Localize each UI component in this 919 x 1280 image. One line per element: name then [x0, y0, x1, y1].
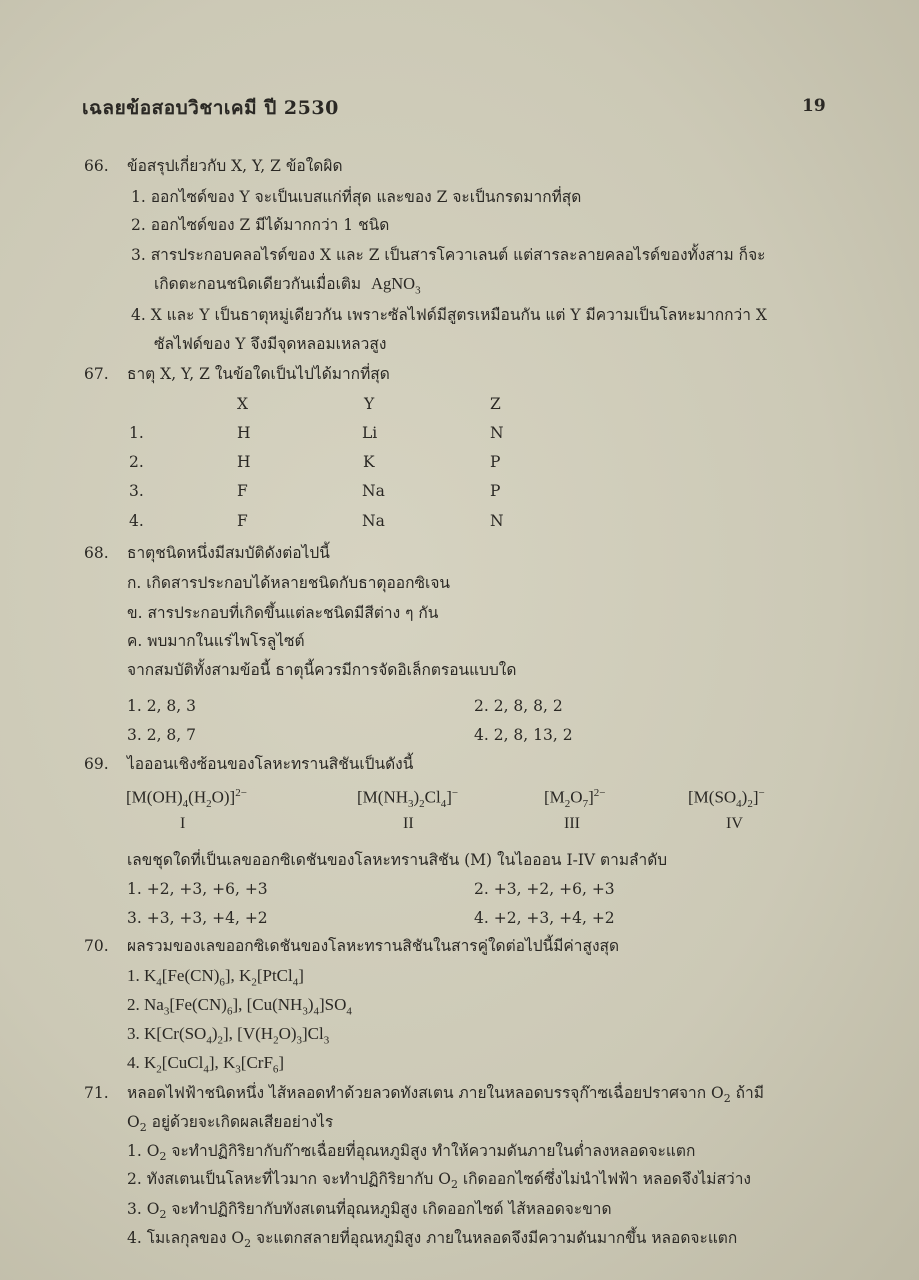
ion-label-1: I [180, 815, 186, 832]
q70-choice-3-number: 3. [127, 1024, 140, 1043]
table-cell-z: N [490, 512, 504, 530]
q71-choice-2-pre: ทังสเตนเป็นโลหะที่ไวมาก จะทำปฏิกิริยากับ [146, 1170, 439, 1188]
table-cell-z: P [490, 482, 501, 500]
table-row-no: 3. [129, 482, 144, 500]
q71-choice-3-number: 3. [127, 1200, 142, 1218]
q71-choice-3 [127, 1199, 612, 1225]
question-number-66: 66. [84, 157, 109, 175]
q66-choice-3-cont [154, 274, 421, 300]
q71-choice-4-number: 4. [127, 1229, 142, 1247]
q70-choice-2: 2. $Na_3[Fe(CN)_6]$, $[Cu(NH_3)_4]SO_4$ [127, 995, 352, 1018]
question-number-67: 67. [84, 365, 109, 383]
q68-prop-3: ค. พบมากในแร่ไพโรลูไซต์ [127, 632, 305, 650]
question-70-stem: ผลรวมของเลขออกซิเดชันของโลหะทรานสิชันในสารคู่ใดต่อไปนี้มีค่าสูงสุด [127, 937, 620, 955]
q68-choice-3: 3. 2, 8, 7 [127, 726, 197, 744]
table-header-x: X [237, 395, 249, 413]
table-row-no: 4. [129, 512, 144, 530]
q68-prop-2: ข. สารประกอบที่เกิดขึ้นแต่ละชนิดมีสีต่าง ๆ กัน [127, 604, 439, 622]
q71-choice-2 [127, 1169, 751, 1195]
table-row-no: 2. [129, 453, 144, 471]
q68-choice-2: 2. 2, 8, 8, 2 [474, 697, 563, 715]
table-cell-x: H [237, 424, 251, 442]
question-69-stem: ไอออนเชิงซ้อนของโลหะทรานสิชันเป็นดังนี้ [127, 755, 414, 773]
q68-question: จากสมบัติทั้งสามข้อนี้ ธาตุนี้ควรมีการจัดอิเล็กตรอนแบบใด [127, 661, 517, 679]
q66-choice-3-cont-text: เกิดตะกอนชนิดเดียวกันเมื่อเติม [154, 275, 362, 293]
q68-prop-1: ก. เกิดสารประกอบได้หลายชนิดกับธาตุออกซิเจน [127, 574, 450, 592]
q66-choice-1: 1. ออกไซด์ของ Y จะเป็นเบสแก่ที่สุด และของ Z จะเป็นกรดมากที่สุด [131, 188, 582, 206]
q70-choice-1: 1. $K_4[Fe(CN)_6]$, $K_2[PtCl_4]$ [127, 966, 304, 989]
q71-choice-4-pre: โมเลกุลของ [146, 1229, 232, 1247]
q68-choice-4: 4. 2, 8, 13, 2 [474, 726, 573, 744]
o2-subscript: 2 [159, 1208, 167, 1222]
q71-choice-4 [127, 1228, 737, 1254]
q70-choice-1-number: 1. [127, 966, 140, 985]
q66-choice-2: 2. ออกไซด์ของ Z มีได้มากกว่า 1 ชนิด [131, 216, 390, 234]
o2-subscript: 2 [139, 1121, 147, 1135]
question-71-stem-cont [127, 1112, 333, 1138]
page-number: 19 [802, 96, 826, 116]
table-cell-z: N [490, 424, 504, 442]
q71-choice-1 [127, 1141, 695, 1167]
table-cell-y: Na [362, 512, 385, 530]
ion-label-4: IV [726, 815, 743, 832]
ion-formula-2: $[M(NH_3)_2Cl_4]^-$ [357, 787, 459, 811]
table-cell-y: Na [362, 482, 385, 500]
o2-subscript: 2 [450, 1178, 458, 1192]
q71-choice-4-text: จะแตกสลายที่อุณหภูมิสูง ภายในหลอดจึงมีความดันมากขึ้น หลอดจะแตก [251, 1229, 738, 1247]
table-cell-z: P [490, 453, 501, 471]
q68-choice-1: 1. 2, 8, 3 [127, 697, 197, 715]
table-header-z: Z [490, 395, 501, 413]
question-66-stem: ข้อสรุปเกี่ยวกับ X, Y, Z ข้อใดผิด [127, 157, 343, 175]
o2-subscript: 2 [159, 1150, 167, 1164]
o2-formula: O [127, 1113, 140, 1131]
q70-choice-3: 3. $K[Cr(SO_4)_2]$, $[V(H_2O)_3]Cl_3$ [127, 1024, 330, 1047]
table-cell-x: H [237, 453, 251, 471]
q69-choice-1: 1. +2, +3, +6, +3 [127, 880, 268, 898]
o2-subscript: 2 [723, 1092, 731, 1106]
q66-choice-3: 3. สารประกอบคลอไรด์ของ X และ Z เป็นสารโควาเลนต์ แต่สารละลายคลอไรด์ของทั้งสาม ก็จะ [131, 246, 766, 264]
question-number-69: 69. [84, 755, 109, 773]
q71-choice-1-text: จะทำปฏิกิริยากับก๊าซเฉื่อยที่อุณหภูมิสูง ทำให้ความดันภายในต่ำลงหลอดจะแตก [166, 1142, 696, 1160]
q71-choice-2-text: เกิดออกไซด์ซึ่งไม่นำไฟฟ้า หลอดจึงไม่สว่าง [457, 1170, 751, 1188]
q70-choice-4: 4. $K_2[CuCl_4]$, $K_3[CrF_6]$ [127, 1053, 285, 1076]
ion-formula-3: $[M_2O_7]^{2-}$ [544, 787, 606, 811]
ion-label-2: II [403, 815, 414, 832]
o2-formula: O [438, 1170, 451, 1188]
question-71-stem-cont-text: อยู่ด้วยจะเกิดผลเสียอย่างไร [146, 1113, 334, 1131]
o2-formula: O [146, 1200, 160, 1218]
q69-choice-2: 2. +3, +2, +6, +3 [474, 880, 615, 898]
question-71-stem-text: หลอดไฟฟ้าชนิดหนึ่ง ไส้หลอดทำด้วยลวดทังสเตน ภายในหลอดบรรจุก๊าซเฉื่อยปราศจาก O [127, 1084, 724, 1102]
question-71-stem-tail: ถ้ามี [730, 1084, 764, 1102]
q71-choice-1-number: 1. [127, 1142, 142, 1160]
table-cell-x: F [237, 512, 248, 530]
question-68-stem: ธาตุชนิดหนึ่งมีสมบัติดังต่อไปนี้ [127, 544, 330, 562]
q69-choice-4: 4. +2, +3, +4, +2 [474, 909, 615, 927]
q69-question: เลขชุดใดที่เป็นเลขออกซิเดชันของโลหะทรานสิชัน (M) ในไอออน I-IV ตามลำดับ [127, 851, 668, 869]
table-cell-x: F [237, 482, 248, 500]
question-67-stem: ธาตุ X, Y, Z ในข้อใดเป็นไปได้มากที่สุด [127, 365, 390, 383]
question-71-stem [127, 1083, 764, 1109]
question-number-68: 68. [84, 544, 109, 562]
ion-formula-4: $[M(SO_4)_2]^-$ [688, 787, 765, 811]
q66-choice-4-cont: ซัลไฟด์ของ Y จึงมีจุดหลอมเหลวสูง [154, 335, 387, 353]
table-cell-y: Li [362, 424, 378, 442]
table-row-no: 1. [129, 424, 144, 442]
table-cell-y: K [363, 453, 375, 471]
question-number-70: 70. [84, 937, 109, 955]
o2-formula: O [146, 1142, 160, 1160]
ion-formula-1: $[M(OH)_4(H_2O)]^{2-}$ [126, 787, 247, 811]
page-header-title: เฉลยข้อสอบวิชาเคมี ปี 2530 [82, 97, 339, 119]
agno3-subscript: 3 [415, 284, 421, 297]
table-header-y: Y [364, 395, 375, 413]
o2-formula: O [231, 1229, 245, 1247]
ion-label-3: III [564, 815, 580, 832]
agno3-formula [371, 274, 421, 297]
q70-choice-2-number: 2. [127, 995, 140, 1014]
question-number-71: 71. [84, 1084, 109, 1102]
o2-subscript: 2 [244, 1237, 252, 1251]
q71-choice-3-text: จะทำปฏิกิริยากับทังสเตนที่อุณหภูมิสูง เกิดออกไซด์ ไส้หลอดจะขาด [166, 1200, 612, 1218]
q66-choice-4: 4. X และ Y เป็นธาตุหมู่เดียวกัน เพราะซัลไฟด์มีสูตรเหมือนกัน แต่ Y มีความเป็นโลหะมากกว่า X [131, 306, 767, 324]
q70-choice-4-number: 4. [127, 1053, 140, 1072]
q69-choice-3: 3. +3, +3, +4, +2 [127, 909, 268, 927]
q71-choice-2-number: 2. [127, 1170, 142, 1188]
agno3-main: AgNO [371, 274, 416, 293]
